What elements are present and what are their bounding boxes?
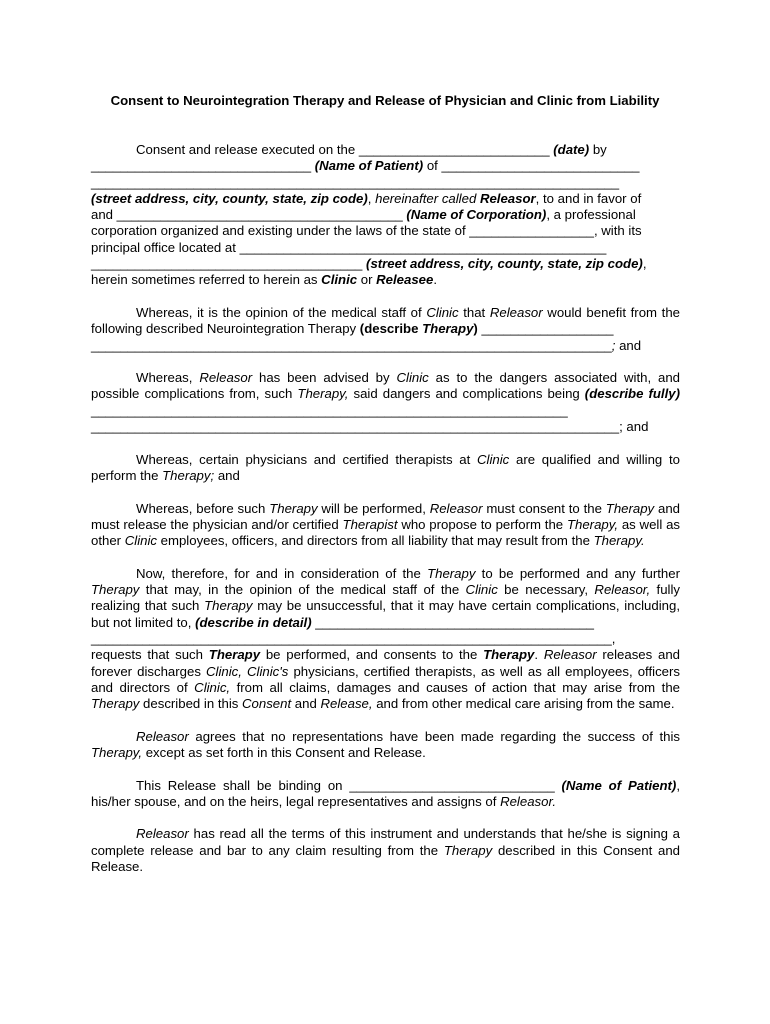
describe-fully-label: (describe fully): [584, 386, 680, 402]
text: hereinafter called: [375, 190, 480, 206]
text: who propose to perform the: [397, 516, 567, 532]
text: that may, in the opinion of the medical staff of the: [139, 582, 466, 598]
text: as to the dangers associated with, and possible complications from, such: [91, 370, 680, 402]
text: This Release shall be binding on ____________________________: [136, 777, 562, 793]
describe-detail-label: (describe in detail): [195, 614, 312, 630]
text: of ___________________________: [423, 158, 640, 174]
patient-name-label: (Name of Patient): [314, 158, 424, 174]
text: and: [291, 696, 321, 712]
text: has read all the terms of this instrument and understands that he/she is signing a complete release and bar to any claim resulting from the: [91, 826, 680, 858]
therapist-term: Therapist: [342, 516, 398, 532]
text: will be performed,: [317, 500, 430, 516]
text: as well as other: [91, 516, 680, 549]
releasor-term: Releasor: [543, 647, 597, 663]
paragraph-whereas-dangers: [91, 370, 680, 435]
blank-line: _____________________________________: [91, 256, 367, 272]
clinic-term: Clinic: [124, 533, 157, 549]
text: .: [534, 647, 544, 663]
text: may be unsuccessful, that it may have certain complications, including, but not limited to,: [91, 598, 680, 630]
text: agrees that no representations have been made regarding the success of this: [188, 728, 680, 744]
text: and from other medical care arising from the same.: [372, 696, 675, 712]
text: requests that such: [91, 647, 209, 663]
text: .: [433, 272, 438, 288]
therapy-term: Therapy: [91, 582, 140, 598]
paragraph-acknowledgement: [91, 826, 680, 875]
clinic-term: Clinic: [477, 451, 510, 467]
text: from all claims, damages and causes of action that may arise from the: [230, 679, 680, 695]
therapy-term: Therapy,: [566, 516, 619, 532]
blank-line: ________________________________________________________________________; and: [91, 419, 649, 435]
text: except as set forth in this Consent and Release.: [142, 744, 426, 760]
clinic-term: Clinic,: [194, 679, 231, 695]
therapy-term: Therapy: [443, 842, 493, 858]
document-title: Consent to Neurointegration Therapy and Release of Physician and Clinic from Liability: [110, 93, 660, 108]
therapy-term: Therapy: [91, 696, 140, 712]
text: described in this: [139, 696, 243, 712]
paragraph-whereas-consent: [91, 501, 680, 550]
blank-line: __________________: [477, 321, 614, 337]
releasee-term: Releasee: [376, 272, 434, 288]
blank-line: ________________________________________________________________________: [91, 174, 620, 190]
date-label: (date): [553, 142, 590, 157]
text: ;: [611, 337, 616, 353]
text: must consent to the: [482, 500, 606, 516]
text: to be performed and any further: [475, 565, 680, 581]
text: Whereas, before such: [136, 500, 270, 516]
therapy-term: Therapy: [427, 565, 476, 581]
releasor-term: Releasor,: [594, 582, 651, 598]
text: ): [473, 321, 478, 337]
therapy-term: Therapy: [422, 321, 474, 337]
text: said dangers and complications being: [348, 386, 585, 402]
therapy-term: Therapy: [204, 598, 253, 614]
text: has been advised by: [252, 370, 397, 386]
therapy-term: Therapy: [605, 500, 655, 516]
paragraph-no-representations: [91, 729, 680, 762]
text: ,: [642, 256, 647, 272]
clinic-term: Clinic: [465, 582, 498, 598]
releasor-term: Releasor.: [500, 793, 557, 809]
clinic-term: Clinic: [426, 304, 459, 320]
blank-line: ______________________________: [91, 158, 315, 174]
text: Whereas,: [136, 370, 200, 386]
consent-term: Consent: [242, 696, 292, 712]
text: fully realizing that such: [91, 582, 680, 614]
text: physicians, certified therapists, as well as all employees, officers and directors of: [91, 663, 680, 695]
text: and must release the physician and/or certified: [91, 500, 680, 532]
blank-line: _______________________________________________________________________,: [91, 630, 616, 646]
text: are qualified and willing to perform the: [91, 451, 680, 483]
describe-label: (describe: [359, 321, 423, 337]
blank-line: ______________________________________: [311, 614, 594, 630]
releasor-term: Releasor: [136, 728, 189, 744]
document-body: [91, 142, 680, 892]
text: and: [214, 467, 240, 483]
text: or: [357, 272, 377, 288]
therapy-term: Therapy,: [297, 386, 349, 402]
releasor-term: Releasor: [479, 190, 536, 206]
blank-line: _______________________________________________________________________: [91, 337, 612, 353]
text: Whereas, certain physicians and certified therapists at: [136, 451, 478, 467]
text: releases and forever discharges: [91, 647, 681, 679]
address-label: (street address, city, county, state, zip code): [91, 190, 368, 206]
text: corporation organized and existing under the laws of the state of _________________, with its: [91, 223, 642, 239]
text: be performed, and consents to the: [260, 647, 484, 663]
paragraph-whereas-qualified: [91, 452, 680, 485]
text: employees, officers, and directors from all liability that may result from the: [156, 533, 594, 549]
text: , a professional: [546, 207, 636, 223]
address-label: (street address, city, county, state, zip code): [366, 256, 643, 272]
text: principal office located at __________________________________________________: [91, 239, 607, 255]
paragraph-now-therefore: [91, 566, 680, 713]
text: and _______________________________________: [91, 207, 407, 223]
blank-line: _________________________________________________________________: [91, 402, 568, 418]
text: and: [615, 337, 642, 353]
paragraph-parties: [91, 142, 680, 289]
text: , to and in favor of: [535, 190, 642, 206]
therapy-term: Therapy,: [91, 744, 143, 760]
paragraph-whereas-opinion: [91, 305, 680, 354]
text: Whereas, it is the opinion of the medical staff of: [136, 304, 427, 320]
text: Consent and release executed on the __________________________: [136, 142, 554, 157]
clinic-term: Clinic, Clinic's: [206, 663, 289, 679]
text: by: [589, 142, 607, 157]
text: , his/her spouse, and on the heirs, legal representatives and assigns of: [91, 777, 680, 809]
patient-name-label: (Name of Patient): [561, 777, 677, 793]
therapy-term: Therapy: [483, 647, 535, 663]
clinic-term: Clinic: [321, 272, 358, 288]
text: be necessary,: [497, 582, 595, 598]
text: Now, therefore, for and in consideration of the: [136, 565, 428, 581]
releasor-term: Releasor: [429, 500, 483, 516]
release-term: Release,: [320, 696, 373, 712]
text: that: [458, 304, 490, 320]
clinic-term: Clinic: [396, 370, 429, 386]
text: herein sometimes referred to herein as: [91, 272, 322, 288]
releasor-term: Releasor: [136, 826, 189, 842]
releasor-term: Releasor: [489, 304, 543, 320]
text: described in this Consent and Release.: [91, 842, 680, 875]
releasor-term: Releasor: [199, 370, 253, 386]
therapy-term: Therapy.: [593, 533, 645, 549]
text: ,: [367, 190, 376, 206]
paragraph-binding: [91, 778, 680, 811]
therapy-term: Therapy;: [162, 467, 215, 483]
corporation-name-label: (Name of Corporation): [406, 207, 547, 223]
text: would benefit from the following described Neurointegration Therapy: [91, 304, 680, 337]
therapy-term: Therapy: [269, 500, 318, 516]
therapy-term: Therapy: [208, 647, 261, 663]
